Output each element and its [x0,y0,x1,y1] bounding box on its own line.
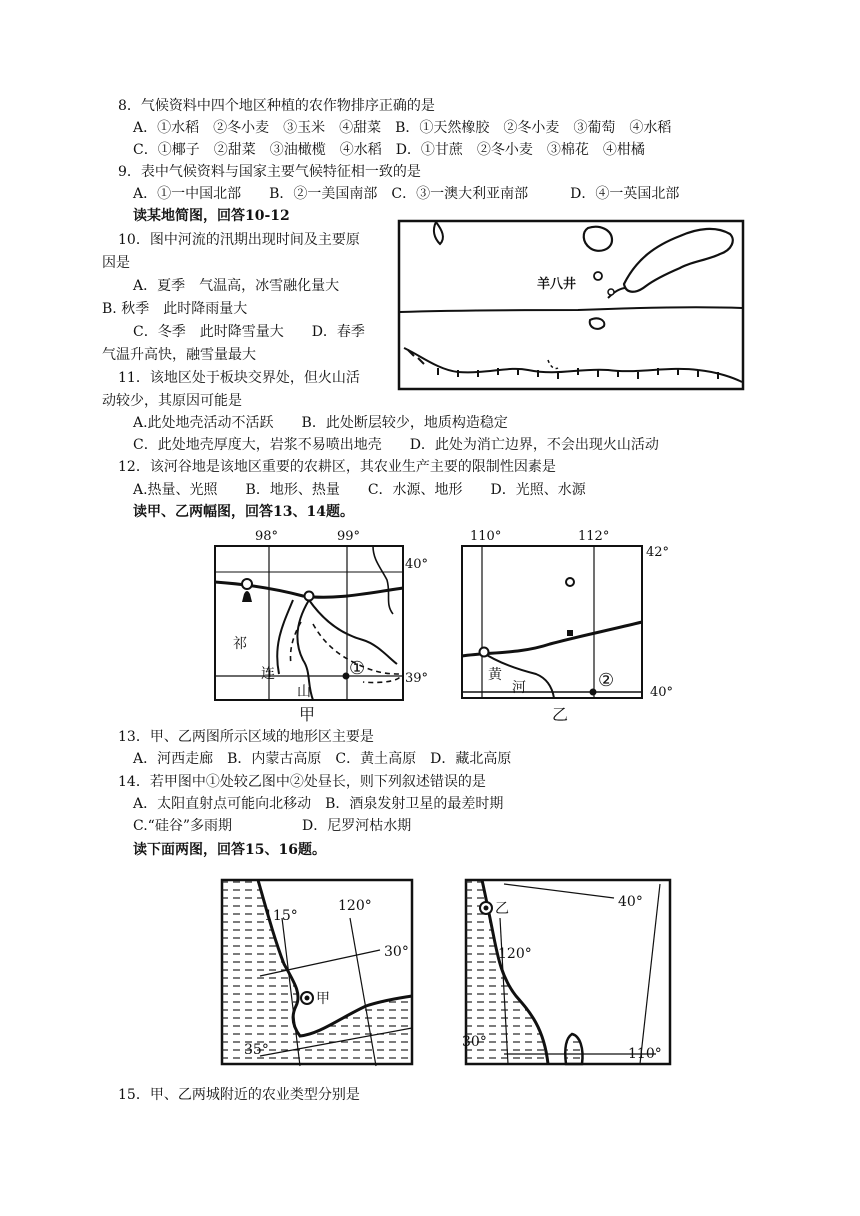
p-city-jia: 甲 [316,991,330,1007]
map-yi-caption: 乙 [552,705,569,724]
q-lon-120: 120° [498,946,532,962]
jia-lon-98: 98° [255,529,279,544]
map-city-yi [464,878,674,1068]
read-instruction-2: 读甲、乙两幅图，回答13、14题。 [133,504,354,520]
q10-option-b: B. 秋季 此时降雨量大 [102,301,248,317]
yi-point-2: ② [598,670,615,691]
read-instruction-3: 读下面两图，回答15、16题。 [133,842,326,858]
q15-stem: 15．甲、乙两城附近的农业类型分别是 [118,1087,360,1103]
p-lon-120: 120° [338,898,372,914]
q-lat-40: 40° [618,894,643,910]
map-yi [460,524,690,724]
q11-options-cd: C．此处地壳厚度大，岩浆不易喷出地壳 D．此处为消亡边界，不会出现火山活动 [133,437,659,453]
map-city-jia [220,878,416,1068]
jia-label-shan: 山 [297,684,311,700]
jia-label-qi: 祁 [233,636,247,652]
jia-lon-99: 99° [337,529,361,544]
map-label-yangbajing: 羊八井 [537,277,577,292]
jia-label-lian: 连 [261,666,275,682]
p-lat-30: 30° [384,944,409,960]
q12-stem: 12．该河谷地是该地区重要的农耕区，其农业生产主要的限制性因素是 [118,459,556,475]
q8-options-cd: C．①椰子 ②甜菜 ③油橄榄 ④水稻 D．①甘蔗 ②冬小麦 ③棉花 ④柑橘 [133,142,645,158]
yi-lat-42: 42° [646,545,670,560]
q14-stem: 14．若甲图中①处较乙图中②处昼长，则下列叙述错误的是 [118,774,486,790]
q11-options-ab: A.此处地壳活动不活跃 B．此处断层较少，地质构造稳定 [133,415,508,431]
yi-lon-112: 112° [578,529,610,544]
p-lat-35: 35° [244,1042,269,1058]
q10-line1: 10．图中河流的汛期出现时间及主要原 [118,232,360,248]
q11-line1: 11．该地区处于板块交界处，但火山活 [118,370,360,386]
q14-options-ab: A．太阳直射点可能向北移动 B．酒泉发射卫星的最差时期 [133,796,504,812]
jia-lat-39: 39° [405,671,429,686]
q8-stem: 8．气候资料中四个地区种植的农作物排序正确的是 [118,98,435,114]
q-lat-30: 30° [462,1034,487,1050]
q11-line2: 动较少，其原因可能是 [102,393,242,409]
jia-lat-40: 40° [405,557,429,572]
q8-options-ab: A．①水稻 ②冬小麦 ③玉米 ④甜菜 B．①天然橡胶 ②冬小麦 ③葡萄 ④水稻 [133,120,672,136]
q10-line2: 因是 [102,255,130,271]
q10-option-d-cont: 气温升高快，融雪量最大 [102,347,256,363]
yi-lon-110: 110° [470,529,502,544]
q13-options: A．河西走廊 B．内蒙古高原 C．黄土高原 D．藏北高原 [133,751,512,767]
q9-options: A．①一中国北部 B．②一美国南部 C．③一澳大利亚南部 D．④一英国北部 [133,186,680,202]
map-jia [213,524,429,724]
q14-options-cd: C.“硅谷”多雨期 D．尼罗河枯水期 [133,818,412,834]
yi-label-huang: 黄 [488,667,502,683]
q12-options: A.热量、光照 B．地形、热量 C．水源、地形 D．光照、水源 [133,482,586,498]
p-lon-115: 115° [264,908,298,924]
yi-label-he: 河 [512,680,526,696]
map-jia-caption: 甲 [299,705,316,724]
map-yangbajing [398,220,744,390]
q9-stem: 9．表中气候资料与国家主要气候特征相一致的是 [118,164,421,180]
q-lon-110: 110° [628,1046,662,1062]
read-instruction-1: 读某地简图，回答10-12 [133,208,290,224]
yi-lat-40: 40° [650,685,674,700]
jia-point-1: ① [349,658,366,679]
q13-stem: 13．甲、乙两图所示区域的地形区主要是 [118,729,374,745]
q-city-yi: 乙 [495,901,509,917]
q10-option-a: A．夏季 气温高，冰雪融化量大 [133,278,340,294]
q10-option-cd: C．冬季 此时降雪量大 D．春季 [133,324,365,340]
